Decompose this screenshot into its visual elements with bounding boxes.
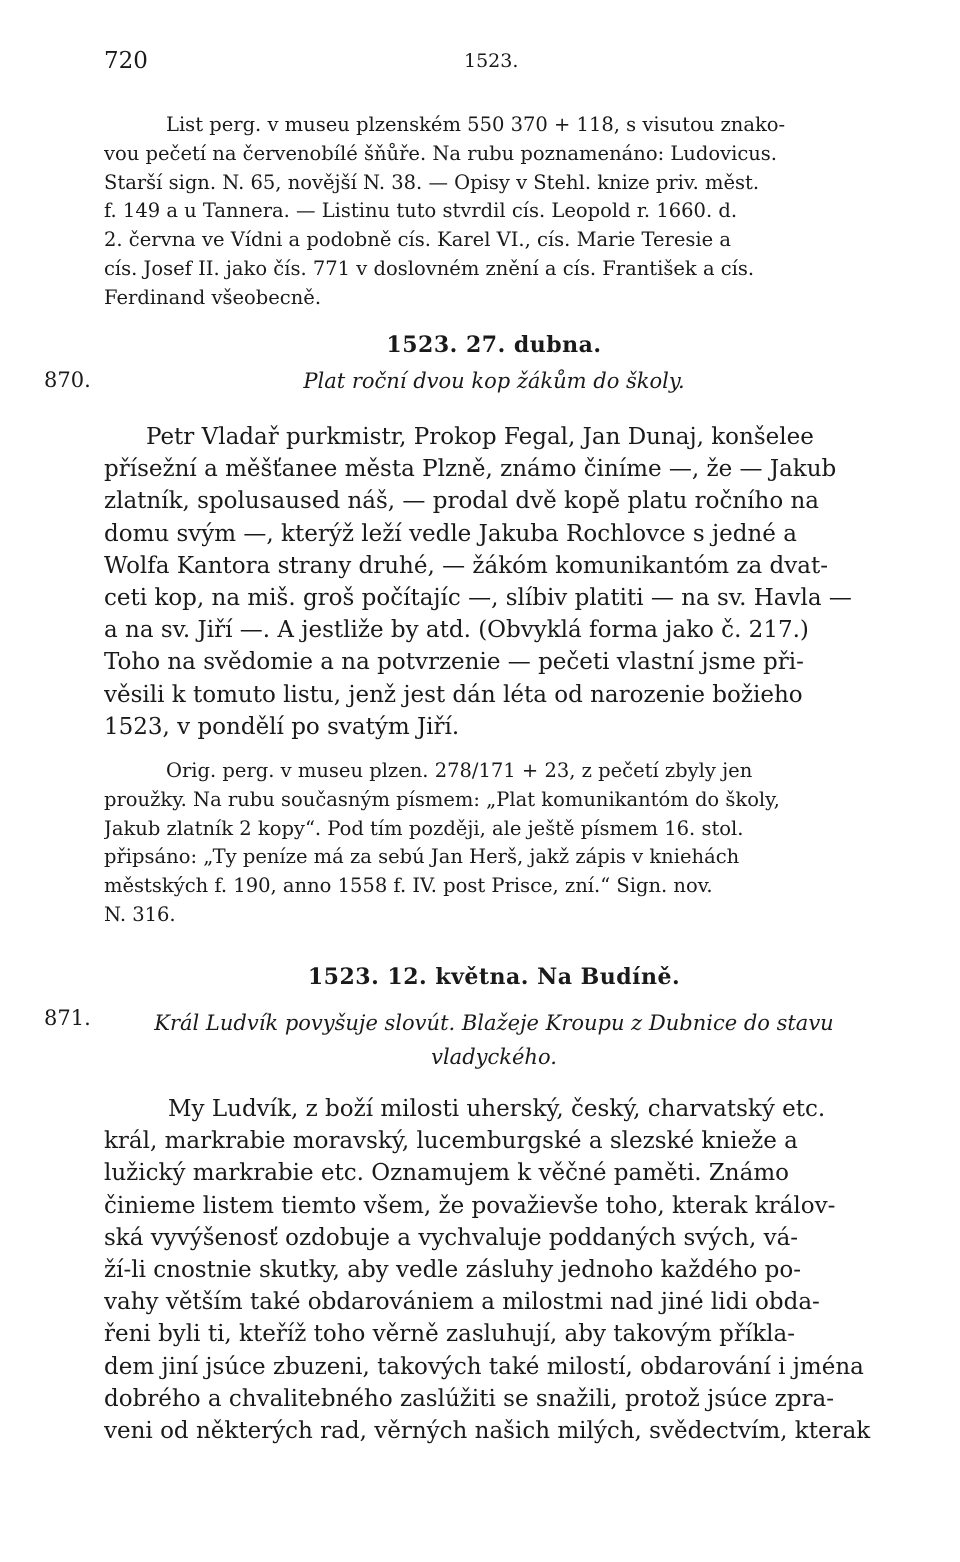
doc-870-body-line: přísežní a měšťanee města Plzně, známo činíme —, že — Jakub — [104, 456, 837, 483]
doc-870-body-line: ceti kop, na miš. groš počítajíc —, slíbiv platiti — na sv. Havla — — [104, 584, 852, 611]
doc-870-body-line: Wolfa Kantora strany druhé, — žákóm komunikantóm za dvat- — [104, 552, 828, 579]
doc-870-body-line: a na sv. Jiří —. A jestliže by atd. (Obvyklá forma jako č. 217.) — [104, 617, 809, 644]
page-header — [104, 48, 890, 78]
doc-871-title-line: Král Ludvík povyšuje slovút. Blažeje Kroupu z Dubnice do stavu — [154, 1011, 834, 1035]
intro-note-line: Ferdinand všeobecně. — [104, 285, 322, 309]
intro-note-line: List perg. v museu plzenském 550 370 + 118, s visutou znako- — [166, 113, 786, 136]
doc-870-body-line: Toho na svědomie a na potvrzenie — pečeti vlastní jsme při- — [104, 649, 804, 676]
doc-870-note-line: N. 316. — [104, 902, 176, 926]
running-head: 1523. — [464, 50, 519, 72]
doc-871-body-line: vahy větším také obdarovániem a milostmi nad jiné lidi obda- — [104, 1289, 820, 1316]
doc-870-note-line: Jakub zlatník 2 kopy“. Pod tím později, ale ještě písmem 16. stol. — [104, 816, 744, 840]
intro-note-line: f. 149 a u Tannera. — Listinu tuto stvrdil cís. Leopold r. 1660. d. — [104, 199, 738, 223]
doc-871-body-line: ská vyvýšenosť ozdobuje a vychvaluje poddaných svých, vá- — [104, 1224, 799, 1251]
intro-note — [104, 111, 884, 313]
doc-871-body — [104, 1093, 884, 1447]
doc-871-body-line: veni od některých rad, věrných našich milých, svědectvím, kterak — [104, 1417, 871, 1444]
doc-870-body — [104, 421, 884, 743]
doc-871-body-line: dobrého a chvalitebného zaslúžiti se snažili, protož jsúce zpra- — [104, 1385, 834, 1412]
doc-870-note-line: Orig. perg. v museu plzen. 278/171 + 23, z pečetí zbyly jen — [166, 759, 753, 782]
doc-871-body-line: ží-li cnostnie skutky, aby vedle zásluhy jednoho každého po- — [104, 1256, 802, 1283]
doc-870-note — [104, 757, 884, 930]
doc-870-body-line: domu svým —, kterýž leží vedle Jakuba Rochlovce s jedné a — [104, 520, 797, 547]
intro-note-line: vou pečetí na červenobílé šňůře. Na rubu poznamenáno: Ludovicus. — [104, 141, 778, 165]
intro-note-line: Starší sign. N. 65, novější N. 38. — Opisy v Stehl. knize priv. měst. — [104, 170, 760, 194]
doc-871-date: 1523. 12. května. Na Budíně. — [307, 964, 681, 990]
doc-870-note-line: připsáno: „Ty peníze má za sebú Jan Herš, jakž zápis v kniehách — [104, 845, 740, 869]
page-number: 720 — [104, 48, 148, 74]
doc-871-body-line: My Ludvík, z boží milosti uherský, český, charvatský etc. — [168, 1096, 826, 1122]
doc-870-title: Plat roční dvou kop žákům do školy. — [303, 369, 685, 393]
doc-870-body-line: zlatník, spolusaused náš, — prodal dvě kopě platu ročního na — [104, 488, 820, 515]
doc-871-body-line: činieme listem tiemto všem, že považievše toho, kterak králov- — [104, 1192, 836, 1219]
doc-870-body-line: 1523, v pondělí po svatým Jiří. — [104, 713, 460, 740]
doc-871-body-line: lužický markrabie etc. Oznamujem k věčné paměti. Známo — [104, 1160, 789, 1187]
doc-870-note-line: proužky. Na rubu současným písmem: „Plat komunikantóm do školy, — [104, 787, 780, 811]
intro-note-line: 2. června ve Vídni a podobně cís. Karel VI., cís. Marie Teresie a — [104, 228, 731, 252]
doc-871-body-line: dem jiní jsúce zbuzeni, takových také milostí, obdarování i jména — [104, 1353, 864, 1380]
doc-870-body-line: věsili k tomuto listu, jenž jest dán léta od narozenie božieho — [104, 681, 803, 708]
doc-871-body-line: řeni byli ti, kteříž toho věrně zasluhují, aby takovým příkla- — [104, 1321, 795, 1348]
doc-870-date: 1523. 27. dubna. — [386, 332, 602, 358]
doc-871-title-line: vladyckého. — [431, 1045, 557, 1069]
doc-870-number: 870. — [44, 368, 91, 392]
doc-871-title — [104, 1006, 884, 1074]
doc-870-body-line: Petr Vladař purkmistr, Prokop Fegal, Jan Dunaj, konšelee — [146, 424, 814, 450]
intro-note-line: cís. Josef II. jako čís. 771 v doslovném znění a cís. František a cís. — [104, 256, 755, 280]
doc-871-body-line: král, markrabie moravský, lucemburgské a slezské knieže a — [104, 1128, 798, 1155]
doc-871-number: 871. — [44, 1006, 91, 1030]
doc-870-note-line: městských f. 190, anno 1558 f. IV. post Prisce, zní.“ Sign. nov. — [104, 874, 713, 898]
